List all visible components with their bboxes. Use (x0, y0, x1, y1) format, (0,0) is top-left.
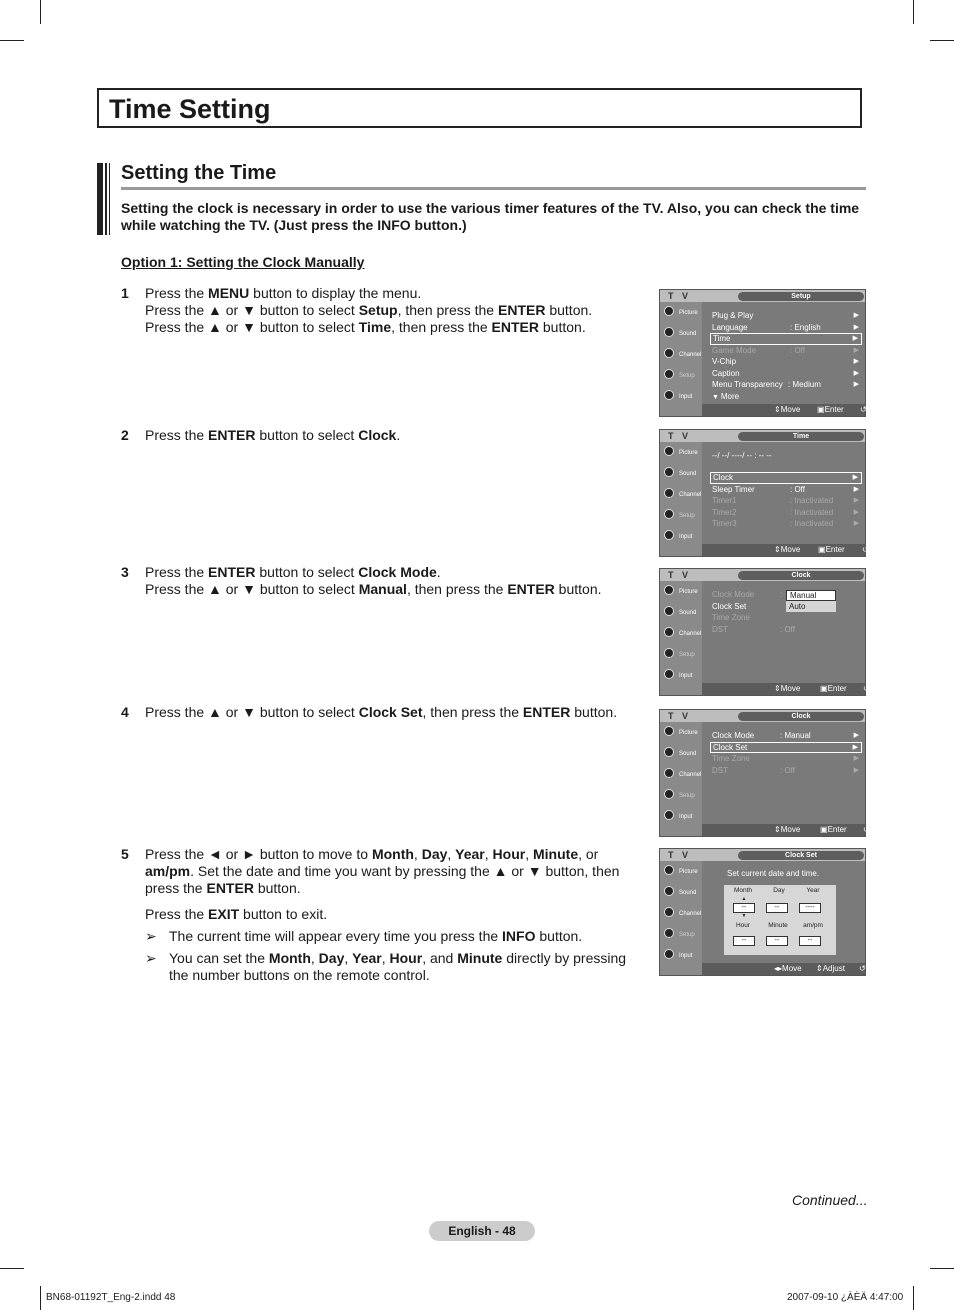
enter-hint: ▣ Enter (817, 405, 844, 414)
page-number-pill: English - 48 (429, 1221, 535, 1241)
input-icon: Input (660, 945, 702, 966)
footer-file: BN68-01192T_Eng-2.indd 48 (46, 1292, 176, 1303)
step-line: Press the ▲ or ▼ button to select Clock Set, then press the ENTER button. (145, 704, 618, 720)
clock-set-panel (724, 885, 836, 955)
menu-item-selected[interactable]: Clock ▶ (710, 472, 862, 484)
step-number: 1 (121, 285, 129, 301)
enter-hint: ▣ Enter (820, 684, 847, 693)
tv-bottom-bar (702, 683, 894, 695)
move-hint: ⇕ Move (774, 545, 801, 554)
tv-screen-setup (659, 289, 891, 417)
note-1: ➢ The current time will appear every time you press the INFO button. (145, 928, 583, 944)
menu-item[interactable]: Clock Mode : Manual ▶ (712, 731, 859, 740)
adjust-hint: ⇕ Adjust (816, 964, 845, 973)
page-title: Time Setting (109, 94, 271, 124)
menu-item-selected[interactable]: Time ▶ (710, 333, 862, 345)
field-label: Year (806, 887, 820, 894)
picture-icon: Picture (660, 861, 702, 882)
setup-icon: Setup (660, 785, 702, 806)
menu-tab-title: Setup (738, 292, 864, 301)
tv-label: T V (668, 291, 692, 301)
field-label: Day (773, 887, 785, 894)
return-hint: ↺ Return (863, 684, 894, 693)
hour-field[interactable]: -- (733, 936, 755, 946)
crop-mark (0, 40, 24, 41)
tv-bottom-bar (702, 404, 891, 416)
return-hint: ↺ Return (860, 405, 891, 414)
dropdown-option[interactable]: Auto (789, 602, 806, 611)
down-arrow-icon: ▼ (741, 913, 747, 919)
step-line: Press the ▲ or ▼ button to select Manual, then press the ENTER button. (145, 581, 602, 597)
up-arrow-icon: ▲ (741, 896, 747, 902)
tv-label: T V (668, 850, 692, 860)
menu-tab-title: Clock (738, 571, 864, 580)
picture-icon: Picture (660, 442, 702, 463)
menu-tab-title: Clock Set (738, 851, 864, 860)
move-hint: ⇕ Move (774, 405, 801, 414)
crop-mark (930, 40, 954, 41)
menu-item: Time Zone (712, 613, 750, 622)
tv-screen-time (659, 429, 893, 557)
sound-icon: Sound (660, 602, 702, 623)
field-label: am/pm (803, 922, 823, 929)
menu-item[interactable]: Sleep Timer : Off ▶ (712, 484, 859, 494)
channel-icon: Channel (660, 903, 702, 924)
sound-icon: Sound (660, 323, 702, 344)
crop-mark (40, 0, 41, 24)
input-icon: Input (660, 665, 702, 686)
page-title-box (97, 88, 862, 128)
setup-icon: Setup (660, 365, 702, 386)
exit-line: Press the EXIT button to exit. (145, 906, 328, 922)
tv-bottom-bar (702, 544, 893, 556)
field-label: Minute (768, 922, 788, 929)
step-line: Press the ◄ or ► button to move to Month, Day, Year, Hour, Minute, or am/pm. Set the date and time you want by pressing the ▲ or ▼ button, then press the ENTER button. (145, 846, 620, 896)
step-line: Press the MENU button to display the menu. (145, 285, 422, 301)
setup-icon: Setup (660, 644, 702, 665)
step-number: 5 (121, 846, 129, 862)
tv-label: T V (668, 570, 692, 580)
step-4 (121, 704, 651, 721)
month-field[interactable]: -- (733, 903, 755, 913)
menu-item: Clock Mode : (712, 590, 783, 599)
field-label: Hour (735, 922, 751, 929)
step-number: 2 (121, 427, 129, 443)
menu-item: DST : Off (712, 624, 795, 634)
footer-date: 2007-09-10 ¿ÀÈÄ 4:47:00 (787, 1292, 904, 1303)
menu-item-selected[interactable]: Clock Set ▶ (710, 742, 862, 754)
crop-mark (913, 0, 914, 24)
move-hint: ◂▸ Move (774, 964, 802, 973)
crop-mark (0, 1268, 24, 1269)
ampm-field[interactable]: -- (799, 936, 821, 946)
step-line: Press the ENTER button to select Clock. (145, 427, 401, 443)
tv-screen-clock-set (659, 848, 890, 976)
sound-icon: Sound (660, 743, 702, 764)
menu-tab-title: Clock (738, 712, 864, 721)
setup-icon: Setup (660, 505, 702, 526)
picture-icon: Picture (660, 581, 702, 602)
tv-bottom-bar (702, 963, 890, 975)
channel-icon: Channel (660, 484, 702, 505)
step-line: Press the ▲ or ▼ button to select Setup, then press the ENTER button. (145, 302, 593, 318)
step-5 (121, 846, 646, 984)
menu-item[interactable]: V-Chip ▶ (712, 357, 859, 366)
menu-item: Time Zone ▶ (712, 754, 859, 763)
channel-icon: Channel (660, 764, 702, 785)
section-heading: Setting the Time (121, 162, 866, 190)
note-arrow-icon: ➢ (145, 928, 157, 944)
day-field[interactable]: -- (766, 903, 788, 913)
picture-icon: Picture (660, 302, 702, 323)
menu-item[interactable]: Language : English ▶ (712, 322, 859, 332)
tv-label: T V (668, 431, 692, 441)
menu-tab-title: Time (738, 432, 864, 441)
menu-item: Timer1 : Inactivated ▶ (712, 496, 859, 505)
input-icon: Input (660, 806, 702, 827)
step-line: Press the ENTER button to select Clock Mode. (145, 564, 441, 580)
step-line: Press the ▲ or ▼ button to select Time, then press the ENTER button. (145, 319, 586, 335)
setup-icon: Setup (660, 924, 702, 945)
step-number: 3 (121, 564, 129, 580)
step-1 (121, 285, 651, 336)
dropdown-option-selected[interactable]: Manual (786, 590, 836, 601)
crop-mark (40, 1286, 41, 1310)
return-hint: ↺ Return (862, 545, 893, 554)
move-hint: ⇕ Move (774, 684, 801, 693)
move-hint: ⇕ Move (774, 825, 801, 834)
tv-sidebar (660, 302, 702, 416)
menu-item[interactable]: Menu Transparency : Medium ▶ (712, 380, 859, 389)
return-hint: ↺ Return (863, 825, 894, 834)
note-2: ➢ You can set the Month, Day, Year, Hour, and Minute directly by pressing the number buttons on the remote control. (145, 950, 627, 983)
return-hint: ↺ Return (859, 964, 890, 973)
menu-item: Timer3 : Inactivated ▶ (712, 519, 859, 528)
enter-hint: ▣ Enter (818, 545, 845, 554)
menu-item[interactable]: Caption ▶ (712, 368, 859, 378)
clock-mode-dropdown[interactable] (786, 590, 836, 612)
menu-item: Game Mode : Off ▶ (712, 345, 859, 355)
step-number: 4 (121, 704, 129, 720)
input-icon: Input (660, 386, 702, 407)
option-heading: Option 1: Setting the Clock Manually (121, 254, 365, 270)
year-field[interactable]: ---- (799, 903, 821, 913)
step-3 (121, 564, 651, 598)
menu-item[interactable]: Clock Set (712, 601, 747, 611)
field-label: Month (733, 887, 753, 894)
tv-sidebar (660, 722, 702, 836)
tv-sidebar (660, 442, 702, 556)
menu-item[interactable]: ▼ More (712, 391, 740, 401)
tv-sidebar (660, 861, 702, 975)
tv-label: T V (668, 711, 692, 721)
intro-text: Setting the clock is necessary in order to use the various timer features of the TV. Also, you can check the time while watching the TV. (Just press the INFO button.) (121, 200, 860, 233)
continued-text: Continued... (792, 1192, 868, 1208)
input-icon: Input (660, 526, 702, 547)
crop-mark (913, 1286, 914, 1310)
channel-icon: Channel (660, 623, 702, 644)
tv-bottom-bar (702, 824, 894, 836)
tv-screen-clock-mode (659, 568, 894, 696)
picture-icon: Picture (660, 722, 702, 743)
sound-icon: Sound (660, 463, 702, 484)
note-arrow-icon: ➢ (145, 950, 157, 966)
menu-item: Timer2 : Inactivated ▶ (712, 507, 859, 517)
clock-set-prompt: Set current date and time. (727, 869, 820, 878)
channel-icon: Channel (660, 344, 702, 365)
clock-display: --/ --/ ----/ -- : -- -- (712, 451, 772, 460)
sound-icon: Sound (660, 882, 702, 903)
menu-item: DST : Off ▶ (712, 765, 859, 775)
crop-mark (930, 1268, 954, 1269)
enter-hint: ▣ Enter (820, 825, 847, 834)
tv-sidebar (660, 581, 702, 695)
minute-field[interactable]: -- (766, 936, 788, 946)
menu-item[interactable]: Plug & Play ▶ (712, 311, 859, 320)
step-2 (121, 427, 651, 444)
tv-screen-clock (659, 709, 894, 837)
